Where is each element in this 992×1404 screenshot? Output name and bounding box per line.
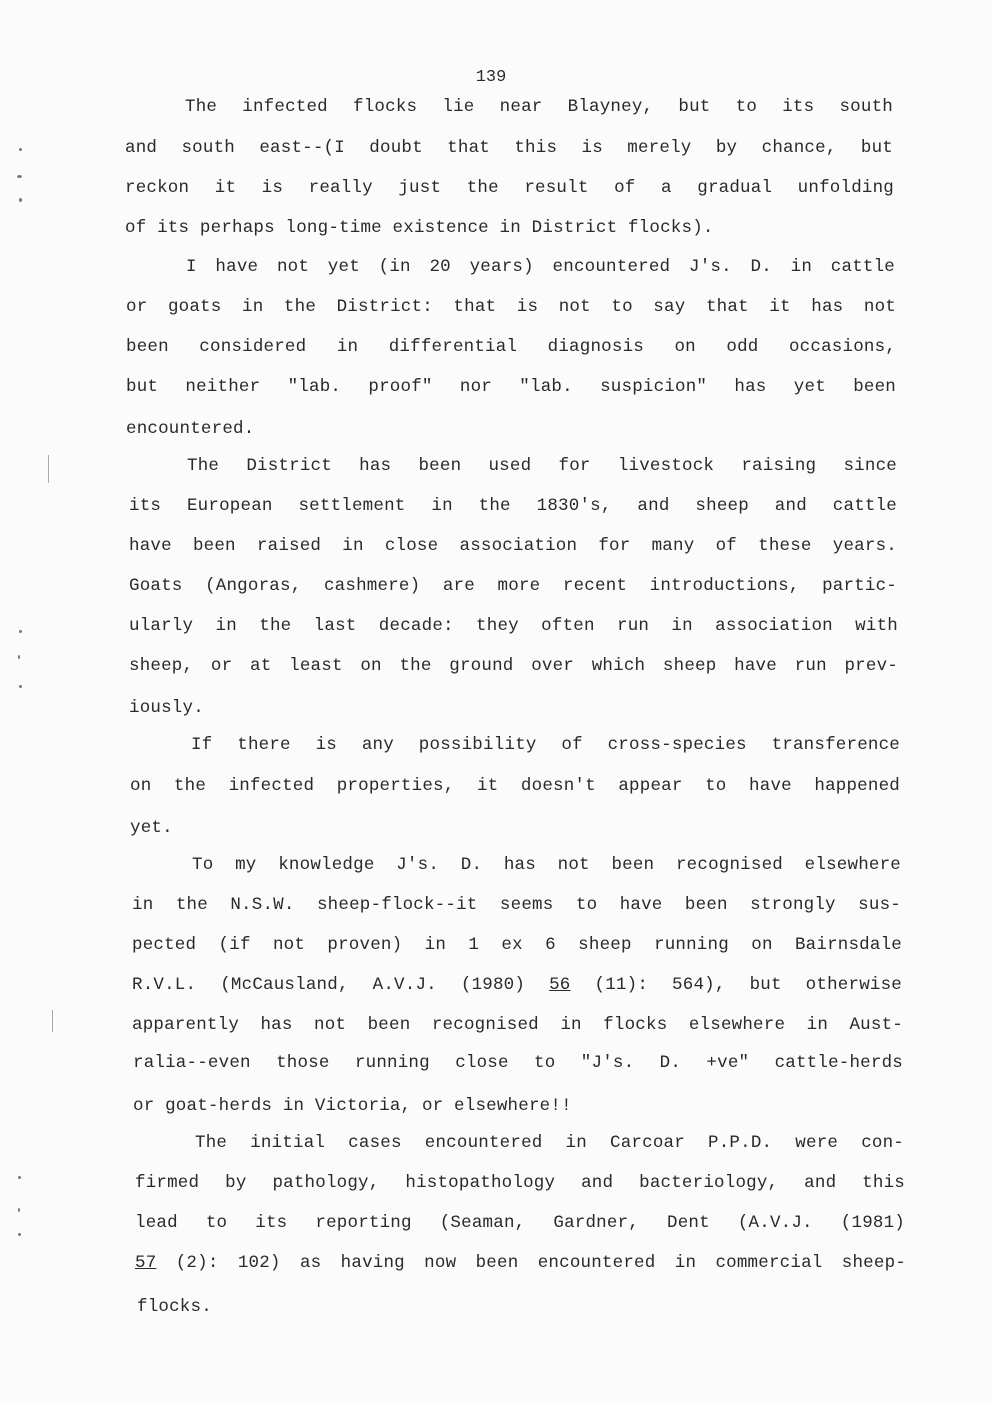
scan-artifact — [17, 175, 22, 178]
text-line: sheep, or at least on the ground over which sheep have run prev- — [129, 656, 898, 676]
page-number: 139 — [475, 68, 507, 87]
text-line: The initial cases encountered in Carcoar P.P.D. were con- — [195, 1133, 904, 1153]
text-line: ralia--even those running close to "J's. D. +ve" cattle-herds — [133, 1053, 903, 1073]
text-line-with-citation: 57 (2): 102) as having now been encountered in commercial sheep- — [135, 1253, 906, 1273]
scan-artifact — [19, 148, 22, 151]
text-line: apparently has not been recognised in flocks elsewhere in Aust- — [132, 1015, 903, 1035]
text-line: Goats (Angoras, cashmere) are more recent introductions, partic- — [129, 576, 897, 596]
text-line: been considered in differential diagnosis on odd occasions, — [126, 337, 896, 357]
scan-artifact — [18, 1208, 20, 1212]
text-line: its European settlement in the 1830's, and sheep and cattle — [129, 496, 897, 516]
text-line: of its perhaps long-time existence in District flocks). — [125, 218, 714, 238]
scan-artifact — [52, 1010, 53, 1032]
scan-artifact — [19, 685, 22, 688]
scan-artifact — [18, 655, 20, 659]
text-line: have been raised in close association for many of these years. — [129, 536, 897, 556]
scan-artifact — [18, 1176, 21, 1179]
text-line: The infected flocks lie near Blayney, but to its south — [185, 97, 893, 117]
text-line: encountered. — [126, 419, 255, 439]
scan-artifact — [19, 630, 22, 633]
scan-artifact — [18, 1233, 21, 1236]
text-line: reckon it is really just the result of a gradual unfolding — [125, 178, 894, 198]
volume-number: 57 — [135, 1253, 157, 1273]
text-line: lead to its reporting (Seaman, Gardner, Dent (A.V.J. (1981) — [135, 1213, 905, 1233]
text-line: iously. — [129, 698, 204, 718]
text-line: pected (if not proven) in 1 ex 6 sheep running on Bairnsdale — [132, 935, 902, 955]
text-line: or goat-herds in Victoria, or elsewhere!! — [133, 1096, 572, 1116]
text-line: If there is any possibility of cross-species transference — [191, 735, 900, 755]
text-line: firmed by pathology, histopathology and bacteriology, and this — [135, 1173, 905, 1193]
text-line: I have not yet (in 20 years) encountered J's. D. in cattle — [186, 257, 895, 277]
scan-artifact — [19, 198, 22, 202]
text-line: but neither "lab. proof" nor "lab. suspicion" has yet been — [126, 377, 896, 397]
text-line: To my knowledge J's. D. has not been recognised elsewhere — [192, 855, 901, 875]
text-line: in the N.S.W. sheep-flock--it seems to have been strongly sus- — [132, 895, 901, 915]
text-line: on the infected properties, it doesn't appear to have happened — [130, 776, 900, 796]
volume-number: 56 — [549, 975, 571, 995]
text-line: and south east--(I doubt that this is merely by chance, but — [125, 138, 893, 158]
text-line: flocks. — [137, 1297, 212, 1317]
text-line-with-citation: R.V.L. (McCausland, A.V.J. (1980) 56 (11): 564), but otherwise — [132, 975, 903, 995]
text-line: The District has been used for livestock raising since — [187, 456, 897, 476]
text-line: ularly in the last decade: they often run in association with — [129, 616, 898, 636]
scan-artifact — [48, 455, 49, 483]
text-line: or goats in the District: that is not to say that it has not — [126, 297, 896, 317]
text-line: yet. — [130, 818, 173, 838]
